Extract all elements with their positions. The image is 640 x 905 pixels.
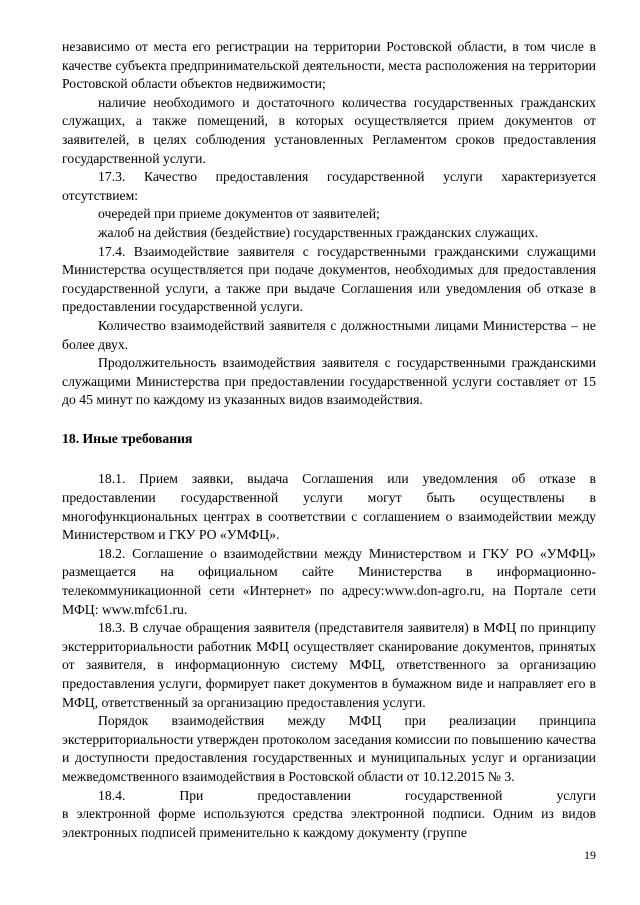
paragraph-p2: 17.3. Качество предоставления государственной услуги характеризуется отсутствием: — [62, 169, 596, 203]
paragraph-p9: 18.2. Соглашение о взаимодействии между Министерством и ГКУ РО «УМФЦ» размещается на официальном сайте Министерства в информационно-телекоммуникационной сети «Интернет» по адресу:www.don-agro.ru, на Портале сети МФЦ: www.mfc61.ru. — [62, 545, 596, 617]
paragraph-p4: жалоб на действия (бездействие) государственных гражданских служащих. — [98, 224, 539, 240]
paragraph-p5: 17.4. Взаимодействие заявителя с государственными гражданскими служащими Министерства осуществляется при подаче документов, необходимых для предоставления государственной услуги, а также при выдаче Соглашения или уведомления об отказе в предоставлении государственной услуги. — [62, 243, 596, 315]
paragraph-p0: независимо от места его регистрации на территории Ростовской области, в том числе в качестве субъекта предпринимательской деятельности, места расположения на территории Ростовской области объектов недвижимости; — [62, 39, 596, 92]
paragraphs-before-heading — [62, 38, 596, 410]
paragraph-p13: в электронной форме используются средства электронной подписи. Одним из видов электронных подписей применительно к каждому документу (группе — [62, 806, 596, 840]
document-body — [62, 38, 596, 842]
paragraph-p12: 18.4. При предоставлении государственной услуги — [98, 787, 596, 803]
page-number: 19 — [584, 848, 596, 862]
paragraphs-after-heading — [62, 470, 596, 842]
section-heading: 18. Иные требования — [62, 430, 193, 446]
paragraph-p6: Количество взаимодействий заявителя с должностными лицами Министерства – не более двух. — [62, 317, 596, 352]
paragraph-p3: очередей при приеме документов от заявителей; — [98, 206, 380, 222]
paragraph-p10: 18.3. В случае обращения заявителя (представителя заявителя) в МФЦ по принципу экстерриториальности работник МФЦ осуществляет сканирование документов, принятых от заявителя, в информационную систему МФЦ, ответственного за организацию предоставления услуги, формирует пакет документов в бумажном виде и направляет его в МФЦ, ответственный за организацию предоставления услуги. — [62, 620, 596, 710]
paragraph-p11: Порядок взаимодействия между МФЦ при реализации принципа экстерриториальности утвержден протоколом заседания комиссии по повышению качества и доступности предоставления государственных и муниципальных услуг и организации межведомственного взаимодействия в Ростовской области от 10.12.2015 № 3. — [62, 713, 596, 784]
paragraph-p1: наличие необходимого и достаточного количества государственных гражданских служащих, а также помещений, в которых осуществляется прием документов от заявителей, в целях соблюдения установленных Регламентом сроков предоставления государственной услуги. — [62, 94, 596, 166]
paragraph-p7: Продолжительность взаимодействия заявителя с государственными гражданскими служащими Министерства при предоставлении государственной услуги составляет от 15 до 45 минут по каждому из указанных видов взаимодействия. — [62, 355, 596, 408]
paragraph-p8: 18.1. Прием заявки, выдача Соглашения или уведомления об отказе в предоставлении государственной услуги могут быть осуществлены в многофункциональных центрах в соответствии с соглашением о взаимодействии между Министерством и ГКУ РО «УМФЦ». — [62, 471, 596, 543]
